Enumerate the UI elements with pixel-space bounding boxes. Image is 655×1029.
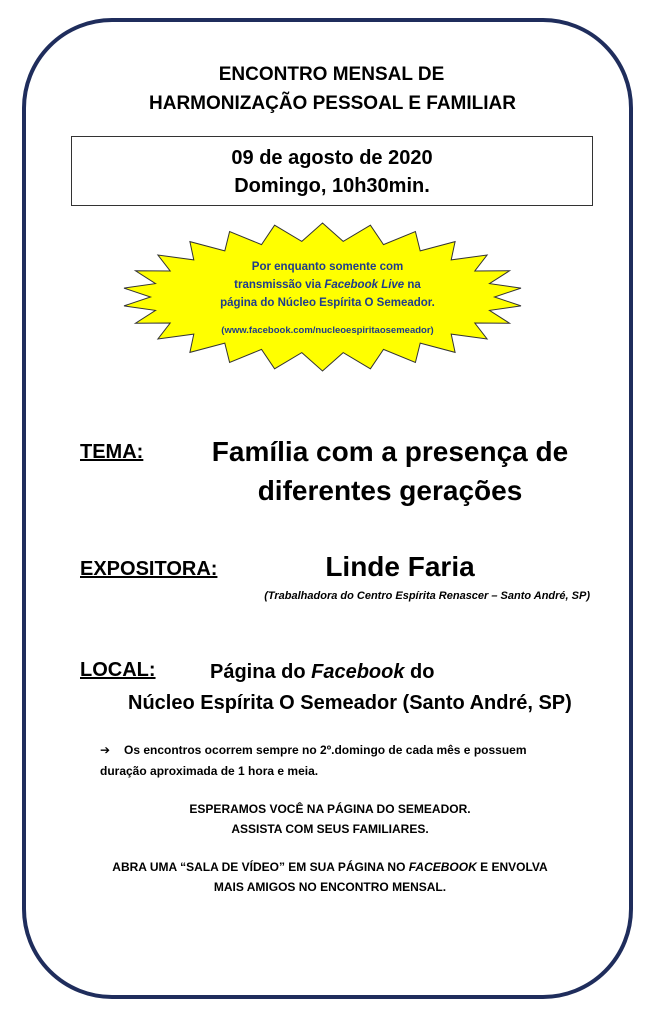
facebook-word: Facebook	[311, 661, 405, 683]
note-line-1: Os encontros ocorrem sempre no 2º.domingo de cada mês e possuem	[124, 743, 527, 757]
event-date: 09 de agosto de 2020	[231, 147, 433, 169]
abra-line-1-post: E ENVOLVA	[476, 860, 548, 874]
expositora-note: (Trabalhadora do Centro Espírita Renascer – Santo André, SP)	[264, 590, 590, 602]
esperamos-line-1: ESPERAMOS VOCÊ NA PÁGINA DO SEMEADOR.	[189, 802, 471, 816]
local-line-1-post: do	[404, 661, 435, 683]
arrow-icon: ➔	[100, 743, 111, 757]
local-line-1-pre: Página do	[210, 661, 312, 683]
abra-block	[0, 857, 655, 897]
expositora-label: EXPOSITORA:	[80, 558, 218, 580]
burst-line-1: Por enquanto somente com	[251, 261, 404, 273]
burst-line-2-post: na	[404, 279, 421, 291]
local-line-1	[210, 657, 434, 687]
note-line-2: duração aproximada de 1 hora e meia.	[100, 764, 319, 778]
facebook-live-text: Facebook Live	[324, 279, 405, 291]
abra-line-1-pre: ABRA UMA “SALA DE VÍDEO” EM SUA PÁGINA NO	[112, 860, 409, 874]
title-line-2: HARMONIZAÇÃO PESSOAL E FAMILIAR	[149, 93, 516, 114]
tema-value	[180, 432, 600, 510]
frequency-note	[100, 740, 600, 782]
burst-text	[155, 258, 500, 340]
event-time: Domingo, 10h30min.	[234, 175, 430, 197]
abra-line-1	[0, 857, 655, 877]
tema-line-1: Família com a presença de	[211, 436, 569, 467]
esperamos-line-2: ASSISTA COM SEUS FAMILIARES.	[231, 822, 429, 836]
burst-line-3: página do Núcleo Espírita O Semeador.	[220, 297, 435, 309]
local-label: LOCAL:	[80, 659, 156, 681]
esperamos-block	[0, 799, 655, 839]
facebook-caps: FACEBOOK	[408, 860, 477, 874]
burst-line-2-pre: transmissão via	[234, 279, 325, 291]
title-line-1: ENCONTRO MENSAL DE	[218, 64, 445, 85]
tema-line-2: diferentes gerações	[257, 475, 523, 506]
tema-label: TEMA:	[80, 441, 144, 463]
abra-line-2: MAIS AMIGOS NO ENCONTRO MENSAL.	[213, 880, 447, 894]
expositora-name: Linde Faria	[325, 551, 475, 582]
local-line-2: Núcleo Espírita O Semeador (Santo André, SP)	[128, 692, 572, 714]
facebook-url: (www.facebook.com/nucleoespiritaosemeador)	[221, 325, 434, 336]
date-box	[71, 136, 593, 206]
